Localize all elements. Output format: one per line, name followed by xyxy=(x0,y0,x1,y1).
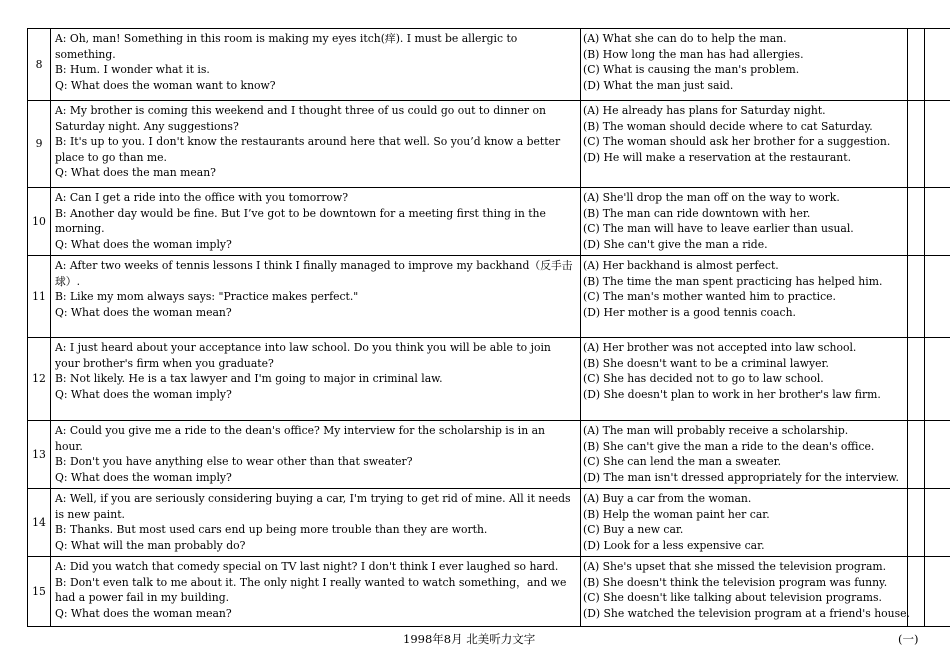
answer-option: (D) She doesn't plan to work in her brother's law firm. xyxy=(583,387,881,401)
answer-option: (C) The man's mother wanted him to practice. xyxy=(583,290,836,304)
dialogue-line: A: After two weeks of tennis lessons I think I finally managed to improve my backhand（反手击球）. xyxy=(55,259,573,288)
dialogue-line: Q: What does the woman mean? xyxy=(55,305,232,319)
page-number: (一) xyxy=(898,632,919,646)
blank-cell xyxy=(908,256,925,338)
dialogue-line: Q: What does the man mean? xyxy=(55,166,216,180)
question-number: 8 xyxy=(28,29,51,101)
dialogue-line: Q: What will the man probably do? xyxy=(55,538,246,552)
dialogue-cell xyxy=(51,256,581,338)
question-number: 14 xyxy=(28,489,51,557)
answer-option: (C) She doesn't like talking about television programs. xyxy=(583,591,882,605)
dialogue-line: B: Don't even talk to me about it. The only night I really wanted to watch something，and we had a power fail in my building. xyxy=(55,575,567,605)
dialogue-cell xyxy=(51,101,581,188)
question-row xyxy=(28,338,950,421)
answer-option: (C) What is causing the man's problem. xyxy=(583,63,800,77)
dialogue-line: Q: What does the woman mean? xyxy=(55,606,232,620)
answer-cell xyxy=(925,101,950,188)
question-number: 12 xyxy=(28,338,51,421)
dialogue-line: Q: What does the woman imply? xyxy=(55,470,232,484)
answer-option: (A) She'll drop the man off on the way to work. xyxy=(583,191,840,204)
question-table xyxy=(27,28,950,627)
options-cell xyxy=(581,338,908,421)
answer-option: (A) What she can do to help the man. xyxy=(583,32,787,45)
answer-option: (C) The woman should ask her brother for a suggestion. xyxy=(583,135,891,149)
dialogue-line: Q: What does the woman want to know? xyxy=(55,78,276,92)
question-row xyxy=(28,101,950,188)
answer-option: (C) She can lend the man a sweater. xyxy=(583,455,782,469)
question-number: 15 xyxy=(28,557,51,627)
answer-option: (B) She can't give the man a ride to the dean's office. xyxy=(583,439,875,453)
blank-cell xyxy=(908,101,925,188)
blank-cell xyxy=(908,557,925,627)
answer-option: (D) What the man just said. xyxy=(583,78,734,92)
answer-cell xyxy=(925,188,950,256)
listening-transcript-sheet xyxy=(27,28,923,627)
answer-option: (B) How long the man has had allergies. xyxy=(583,47,804,61)
dialogue-cell xyxy=(51,489,581,557)
question-number: 11 xyxy=(28,256,51,338)
dialogue-cell xyxy=(51,29,581,101)
question-row xyxy=(28,557,950,627)
dialogue-line: A: Oh, man! Something in this room is making my eyes itch(痒). I must be allergic to something. xyxy=(55,32,518,61)
dialogue-line: B: Not likely. He is a tax lawyer and I'm going to major in criminal law. xyxy=(55,372,443,386)
options-cell xyxy=(581,29,908,101)
options-cell xyxy=(581,256,908,338)
answer-option: (B) The man can ride downtown with her. xyxy=(583,206,811,220)
dialogue-line: A: Could you give me a ride to the dean's office? My interview for the scholarship is in an hour. xyxy=(55,424,545,453)
answer-option: (A) Buy a car from the woman. xyxy=(583,492,752,505)
blank-cell xyxy=(908,29,925,101)
dialogue-cell xyxy=(51,338,581,421)
answer-option: (A) Her backhand is almost perfect. xyxy=(583,259,779,272)
answer-cell xyxy=(925,421,950,489)
dialogue-cell xyxy=(51,188,581,256)
dialogue-line: B: Don't you have anything else to wear other than that sweater? xyxy=(55,455,413,469)
answer-cell xyxy=(925,256,950,338)
options-cell xyxy=(581,557,908,627)
answer-option: (D) She watched the television program at a friend's house. xyxy=(583,606,910,620)
dialogue-line: B: Like my mom always says: "Practice makes perfect." xyxy=(55,290,359,304)
dialogue-line: B: Hum. I wonder what it is. xyxy=(55,63,210,77)
dialogue-line: Q: What does the woman imply? xyxy=(55,387,232,401)
footer-title: 1998年8月 北美听力文字 xyxy=(403,632,536,646)
answer-option: (B) The woman should decide where to cat Saturday. xyxy=(583,119,873,133)
answer-option: (A) He already has plans for Saturday night. xyxy=(583,104,826,117)
question-row xyxy=(28,29,950,101)
blank-cell xyxy=(908,421,925,489)
options-cell xyxy=(581,489,908,557)
options-cell xyxy=(581,188,908,256)
answer-option: (D) Look for a less expensive car. xyxy=(583,538,765,552)
blank-cell xyxy=(908,489,925,557)
answer-option: (D) The man isn't dressed appropriately for the interview. xyxy=(583,470,899,484)
answer-option: (B) She doesn't want to be a criminal lawyer. xyxy=(583,356,829,370)
answer-cell xyxy=(925,29,950,101)
question-number: 13 xyxy=(28,421,51,489)
dialogue-line: A: Did you watch that comedy special on TV last night? I don't think I ever laughed so hard. xyxy=(55,560,559,573)
blank-cell xyxy=(908,188,925,256)
dialogue-line: A: Can I get a ride into the office with you tomorrow? xyxy=(55,191,349,204)
question-number: 10 xyxy=(28,188,51,256)
dialogue-cell xyxy=(51,421,581,489)
blank-cell xyxy=(908,338,925,421)
answer-option: (C) She has decided not to go to law school. xyxy=(583,372,824,386)
question-number: 9 xyxy=(28,101,51,188)
answer-option: (B) The time the man spent practicing has helped him. xyxy=(583,274,883,288)
answer-option: (B) Help the woman paint her car. xyxy=(583,507,770,521)
dialogue-line: B: It's up to you. I don't know the restaurants around here that well. So you’d know a better place to go than me. xyxy=(55,135,561,164)
answer-cell xyxy=(925,557,950,627)
answer-option: (D) She can't give the man a ride. xyxy=(583,237,768,251)
answer-cell xyxy=(925,489,950,557)
dialogue-line: Q: What does the woman imply? xyxy=(55,237,232,251)
question-row xyxy=(28,256,950,338)
options-cell xyxy=(581,421,908,489)
answer-option: (D) Her mother is a good tennis coach. xyxy=(583,305,796,319)
dialogue-line: B: Another day would be fine. But I’ve got to be downtown for a meeting first thing in the morning. xyxy=(55,206,546,236)
dialogue-line: B: Thanks. But most used cars end up being more trouble than they are worth. xyxy=(55,523,488,537)
question-row xyxy=(28,421,950,489)
dialogue-cell xyxy=(51,557,581,627)
answer-cell xyxy=(925,338,950,421)
question-row xyxy=(28,489,950,557)
answer-option: (B) She doesn't think the television program was funny. xyxy=(583,575,888,589)
answer-option: (C) The man will have to leave earlier than usual. xyxy=(583,222,854,236)
answer-option: (D) He will make a reservation at the restaurant. xyxy=(583,150,852,164)
options-cell xyxy=(581,101,908,188)
dialogue-line: A: Well, if you are seriously considering buying a car, I'm trying to get rid of mine. All it needs is new paint. xyxy=(55,492,571,521)
dialogue-line: A: I just heard about your acceptance into law school. Do you think you will be able to join your brother's firm when you graduate? xyxy=(55,341,551,370)
question-row xyxy=(28,188,950,256)
answer-option: (A) She's upset that she missed the television program. xyxy=(583,560,887,573)
answer-option: (C) Buy a new car. xyxy=(583,523,684,537)
answer-option: (A) The man will probably receive a scholarship. xyxy=(583,424,849,437)
answer-option: (A) Her brother was not accepted into law school. xyxy=(583,341,857,354)
dialogue-line: A: My brother is coming this weekend and I thought three of us could go out to dinner on Saturday night. Any suggestions? xyxy=(55,104,546,133)
